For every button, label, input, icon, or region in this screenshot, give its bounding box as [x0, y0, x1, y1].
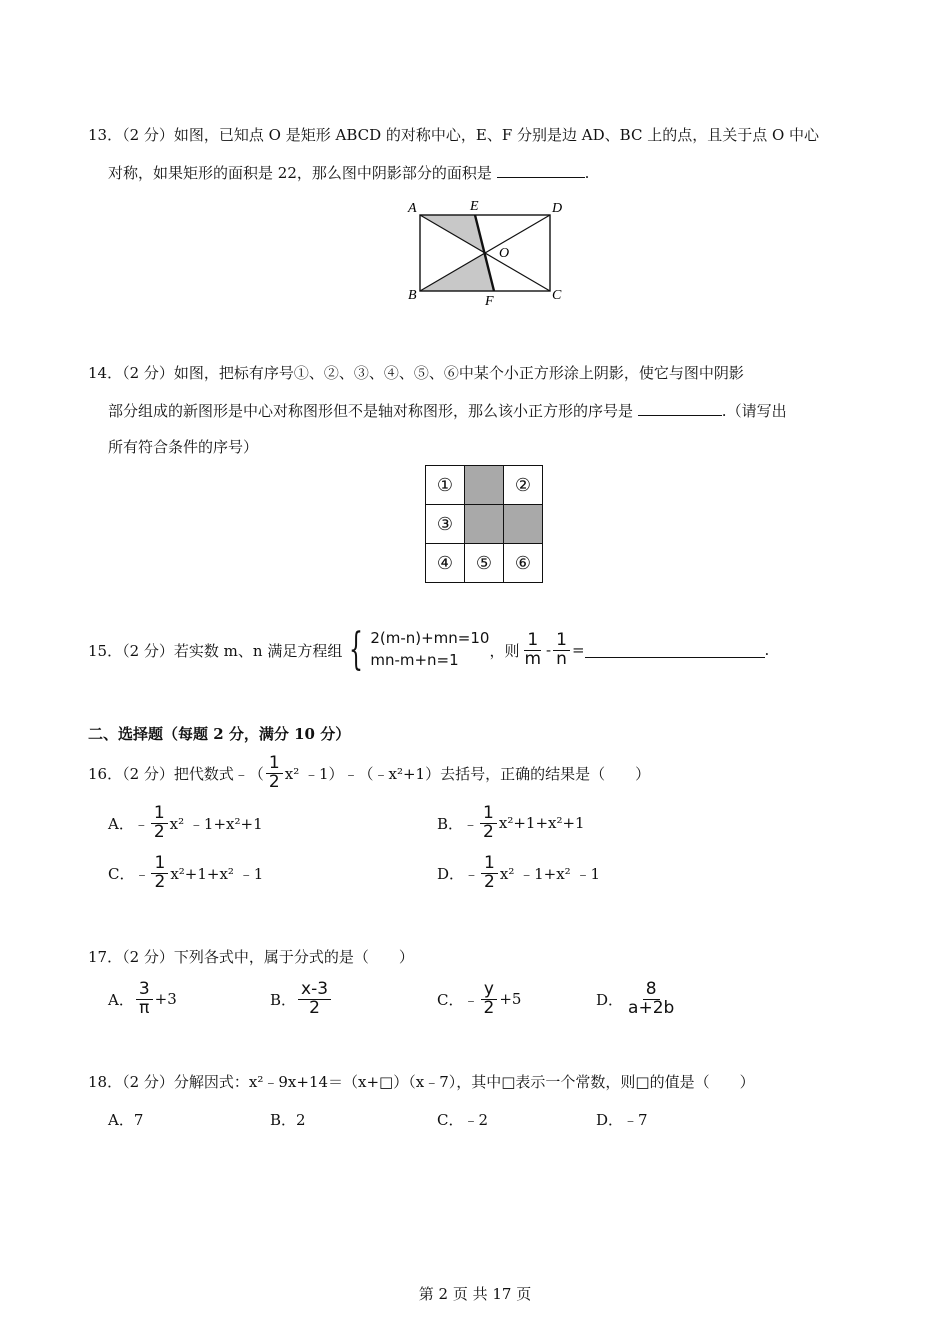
q15-period: .: [764, 641, 770, 659]
q18-option-b[interactable]: B．2: [270, 1111, 306, 1129]
q16-option-b[interactable]: [437, 802, 585, 844]
equation-1: 2(m-n)+mn=10: [370, 629, 490, 648]
q15-answer-blank[interactable]: [585, 643, 765, 658]
q17-option-c[interactable]: [437, 978, 521, 1020]
q18-option-d[interactable]: D．﹣7: [596, 1111, 648, 1129]
grid-cell-shaded: [504, 505, 543, 544]
option-label: C．﹣: [437, 990, 479, 1009]
q13-rectangle-figure: [400, 195, 580, 310]
q14-answer-blank[interactable]: [638, 401, 722, 416]
q18-stem: 18．（2 分）分解因式：x²﹣9x+14＝（x+□）（x﹣7），其中□表示一个常数，则□的值是（ ）: [88, 1073, 755, 1091]
equation-2: mn-m+n=1: [370, 651, 459, 669]
q17-option-a[interactable]: [108, 978, 177, 1020]
q13-answer-blank[interactable]: [497, 163, 585, 178]
option-label: D．: [596, 990, 624, 1009]
option-text: +3: [154, 990, 177, 1008]
fraction-half: $\frac{1}{2}$: [151, 855, 168, 892]
label-o: O: [499, 246, 510, 261]
grid-cell-2: ②: [504, 466, 543, 505]
fraction-1-over-m: $\frac{1}{m}$: [524, 629, 542, 669]
grid-cell-shaded: [465, 505, 504, 544]
q13-line2-text: 对称，如果矩形的面积是 22，那么图中阴影部分的面积是: [108, 164, 492, 182]
grid-cell-1: ①: [426, 466, 465, 505]
q17-stem: 17．（2 分）下列各式中，属于分式的是（ ）: [88, 948, 414, 966]
option-text: x²+1+x²+1: [498, 814, 585, 832]
fraction-half: $\frac{1}{2}$: [480, 805, 497, 842]
fraction-y-over-2: $\frac{y}{2}$: [480, 981, 497, 1018]
fraction-half: $\frac{1}{2}$: [481, 855, 498, 892]
option-label: C．﹣: [108, 864, 150, 883]
q15-line: [88, 622, 769, 678]
option-text: x² ﹣1+x²+1: [169, 814, 263, 833]
option-label: D．﹣: [437, 864, 480, 883]
fraction-3-over-pi: $\frac{3}{\pi}$: [136, 981, 153, 1018]
q13-period: .: [584, 164, 590, 182]
q13-line2: [108, 162, 589, 183]
q16-stem: [88, 752, 650, 794]
q13-line1: 13．（2 分）如图，已知点 O 是矩形 ABCD 的对称中心，E、F 分别是边 AD、BC 上的点，且关于点 O 中心: [88, 126, 820, 144]
option-label: B．﹣: [437, 814, 479, 833]
label-b: B: [408, 288, 417, 303]
q16-option-d[interactable]: [437, 852, 600, 894]
q16-option-a[interactable]: [108, 802, 263, 844]
grid-cell-4: ④: [426, 544, 465, 583]
label-a: A: [408, 201, 417, 216]
q18-option-a[interactable]: A．7: [108, 1111, 144, 1129]
shade-bottom: [420, 253, 494, 291]
fraction-8-over-a-2b: $\frac{8}{a+2b}$: [628, 978, 675, 1018]
label-d: D: [552, 201, 563, 216]
grid-cell-6: ⑥: [504, 544, 543, 583]
q18-option-c[interactable]: C．﹣2: [437, 1111, 489, 1129]
grid-cell-shaded: [465, 466, 504, 505]
q14-line3: 所有符合条件的序号）: [108, 438, 259, 456]
q14-line1: 14．（2 分）如图，把标有序号①、②、③、④、⑤、⑥中某个小正方形涂上阴影，使它与图中阴影: [88, 364, 744, 382]
equals-sign: =: [571, 641, 585, 659]
option-text: +5: [499, 990, 522, 1008]
page-footer: 第 2 页 共 17 页: [418, 1285, 532, 1303]
q16-option-c[interactable]: [108, 852, 263, 894]
fraction-half: $\frac{1}{2}$: [266, 755, 283, 792]
system-brace: {: [349, 624, 364, 675]
q15-prefix: 15．（2 分）若实数 m、n 满足方程组: [88, 641, 343, 660]
equation-system: [370, 628, 489, 672]
label-c: C: [552, 288, 562, 303]
grid-cell-5: ⑤: [465, 544, 504, 583]
q17-option-b[interactable]: [270, 978, 333, 1020]
q14-line2-tail: .（请写出: [721, 402, 787, 420]
grid-cell-3: ③: [426, 505, 465, 544]
q16-stem-a: 16．（2 分）把代数式﹣（: [88, 764, 264, 783]
option-text: x²+1+x² ﹣1: [170, 864, 264, 883]
q14-line2-text: 部分组成的新图形是中心对称图形但不是轴对称图形，那么该小正方形的序号是: [108, 402, 634, 420]
option-label: B．: [270, 990, 297, 1009]
option-text: x² ﹣1+x² ﹣1: [499, 864, 600, 883]
fraction-1-over-n: $\frac{1}{n}$: [553, 632, 570, 669]
q14-grid: [425, 465, 543, 583]
fraction-x-3-over-2: $\frac{x-3}{2}$: [298, 981, 331, 1018]
q17-option-d[interactable]: [596, 978, 679, 1020]
label-f: F: [485, 294, 494, 309]
option-label: A．: [108, 990, 134, 1009]
q15-mid: ，则: [489, 641, 520, 660]
label-e: E: [470, 199, 479, 214]
fraction-half: $\frac{1}{2}$: [151, 805, 168, 842]
q14-line2: [108, 400, 787, 421]
minus-sign: -: [546, 641, 552, 659]
option-label: A．﹣: [108, 814, 149, 833]
q16-stem-b: x² ﹣1）﹣（﹣x²+1）去括号，正确的结果是（ ）: [284, 764, 651, 783]
section-heading: 二、选择题（每题 2 分，满分 10 分）: [88, 725, 351, 743]
